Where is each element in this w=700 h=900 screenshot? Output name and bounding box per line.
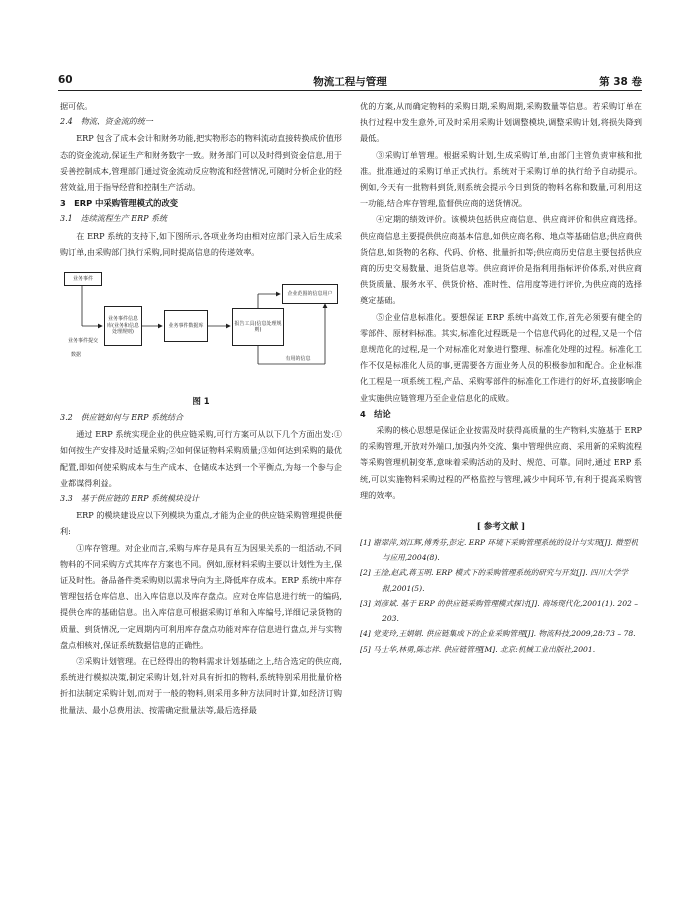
reference-item: [2] 王淦,赵武,蒋玉明. ERP 模式下的采购管理系统的研究与开发[J]. 四川大学学报,2001(5).	[360, 568, 629, 593]
box-report-tool: 报告工具(信息处理规则)	[232, 308, 284, 346]
paragraph: ERP 包含了成本会计和财务功能,把实物形态的物料流动直接转换成价值形态的资金流动,保证生产和财务数字一致。财务部门可以及时得到资金信息,用于妥善控制成本,管理部门通过资金流动反应物流和经营情况,可随时分析企业的经营效益,用于指导经营和控制生产活动。	[60, 133, 342, 193]
reference-item: [3] 刘彦斌. 基于 ERP 的供应链采购管理模式探讨[J]. 商场现代化,2001(1). 202 – 203.	[360, 598, 639, 624]
box-business-event: 业务事件	[64, 272, 102, 286]
figure-caption: 图 1	[192, 396, 210, 407]
paragraph: 通过 ERP 系统实现企业的供应链采购,可行方案可从以下几个方面出发:①如何按生产安排及时适量采购;②如何保证物料采购质量;③如何达到采购的最优配置,即如何使采购成本与生产成本、仓储成本达到一个平衡点,为每一个参与企业都谋得利益。	[60, 429, 342, 488]
section-heading-4: 4 结论	[360, 408, 391, 419]
paragraph: ⑤企业信息标准化。要想保证 ERP 系统中高效工作,首先必须要有健全的零部件、原材料标准。其实,标准化过程既是一个信息代码化的过程,又是一个信息规范化的过程,是一个对标准化对象进行整理、标准化处理的过程。标准化工作不仅是标准化人员的事,更需要各方面业务人员的积极参加和配合。企业标准化工程是一项系统工程,产品、采购零部件的标准化工作进行的好坏,直接影响企业实施供应链管理乃至企业信息化的成败。	[360, 311, 642, 403]
references-title: [ 参考文献 ]	[476, 522, 526, 533]
label-useful-info: 有用的信息	[285, 356, 311, 363]
page-number: 60	[58, 74, 73, 86]
reference-item: [1] 谢翠萍,刘江辉,傅秀芬,彭定. ERP 环境下采购管理系统的设计与实现[J]. 微型机与应用,2004(8).	[360, 538, 639, 563]
section-heading-3-2: 3.2 供应链如何与 ERP 系统结合	[60, 413, 184, 423]
paragraph: ④定期的绩效评价。该模块包括供应商信息、供应商评价和供应商选择。供应商信息主要提供供应商基本信息,如供应商名称、地点等基础信息;供应商供货信息,如货物的名称、代码、价格、批量折扣等;供应商历史信息主要包括供应商的历史交易数量、退货信息等。供应商评价是指利用指标评价体系,对供应商供货质量、服务水平、供货价格、准时性、信用度等进行评价,为供应商的选择奠定基础。	[360, 214, 642, 306]
paragraph: ①库存管理。对企业而言,采购与库存是具有互为因果关系的一组活动,不同物料的不同采购方式其库存方案也不同。例如,原材料采购主要以计划性为主,保证及时性。备品备件类采购则以需求导向为主,降低库存成本。ERP 系统中库存管理包括仓库信息、出入库信息以及库存盘点。应对仓库信息进行统一的编码,提供仓库的基础信息。出入库信息可根据采购订单和入库编号,详细记录货物的质量、到货情况,一定周期内可利用库存盘点功能对库存信息进行盘点,并与实物盘点相核对,保证系统数据信息的正确性。	[60, 542, 342, 650]
box-event-info-base: 业务事件信息库(业务和信息处理规则)	[104, 306, 142, 346]
paragraph: 优的方案,从而确定物料的采购日期,采购周期,采购数量等信息。若采购订单在执行过程中发生意外,可及时采用采购计划调整模块,调整采购计划,将损失降到最低。	[360, 101, 642, 144]
reference-item: [4] 党麦玲,王娟娟. 供应链集成下的企业采购管理[J]. 物流科技,2009,28:73 – 78.	[360, 629, 636, 639]
journal-title: 物流工程与管理	[313, 76, 387, 88]
paragraph: ERP 的模块建设应以下列模块为重点,才能为企业的供应链采购管理提供便利:	[60, 510, 342, 537]
paragraph: 在 ERP 系统的支持下,如下图所示,各项业务均由相对应部门录入后生成采购订单,由采购部门执行采购,同时提高信息的传递效率。	[60, 230, 342, 257]
label-data: 数据	[70, 352, 81, 359]
left-column	[60, 98, 342, 718]
section-heading-3-1: 3.1 连续流程生产 ERP 系统	[60, 214, 168, 224]
right-column	[360, 98, 642, 657]
box-enterprise-users: 企业范围的信息用户	[282, 284, 338, 304]
box-event-database: 业务事件数据库	[164, 310, 208, 342]
paragraph: 采购的核心思想是保证企业按需及时获得高质量的生产物料,实施基于 ERP 的采购管理,开放对外端口,加强内外交流、集中管理供应商、采用新的采购流程等采购管理机制变革,意味着采购活动的及时、规范、可靠。同时,通过 ERP 系统,可以实施物料采购过程的严格监控与管理,减少中间环节,有利于提高采购管理的效率。	[360, 425, 642, 500]
section-heading-3-3: 3.3 基于供应链的 ERP 系统模块设计	[60, 494, 200, 504]
paragraph: 据可依。	[60, 101, 93, 111]
reference-item: [5] 马士华,林勇,陈志祥. 供应链管理[M]. 北京:机械工业出版社,2001.	[360, 644, 596, 654]
figure-1-diagram	[60, 268, 342, 390]
section-heading-2-4: 2.4 物流、资金流的统一	[60, 117, 153, 127]
section-heading-3: 3 ERP 中采购管理模式的改变	[60, 198, 179, 209]
volume-label: 第 38 卷	[599, 76, 642, 88]
paragraph: ③采购订单管理。根据采购计划,生成采购订单,由部门主管负责审核和批准。批准通过的采购订单正式执行。系统对于采购订单的执行给予自动提示。例如,今天有一批物料到货,则系统会提示今日到货的物料名称和数量,可利用这一功能,结合库存管理,监督供应商的送货情况。	[360, 149, 642, 209]
header-rule	[58, 90, 642, 91]
label-event-submit: 业务事件提交	[67, 338, 98, 345]
paragraph: ②采购计划管理。在已经得出的物料需求计划基础之上,结合选定的供应商,系统进行模拟决策,制定采购计划,针对具有折扣的物料,系统特别采用批量价格折扣法制定采购计划,而对于一般的物料,则采用多种方法同时计算,如经济订购批量法、最小总费用法、按需确定批量法等,最后选择最	[60, 656, 342, 715]
